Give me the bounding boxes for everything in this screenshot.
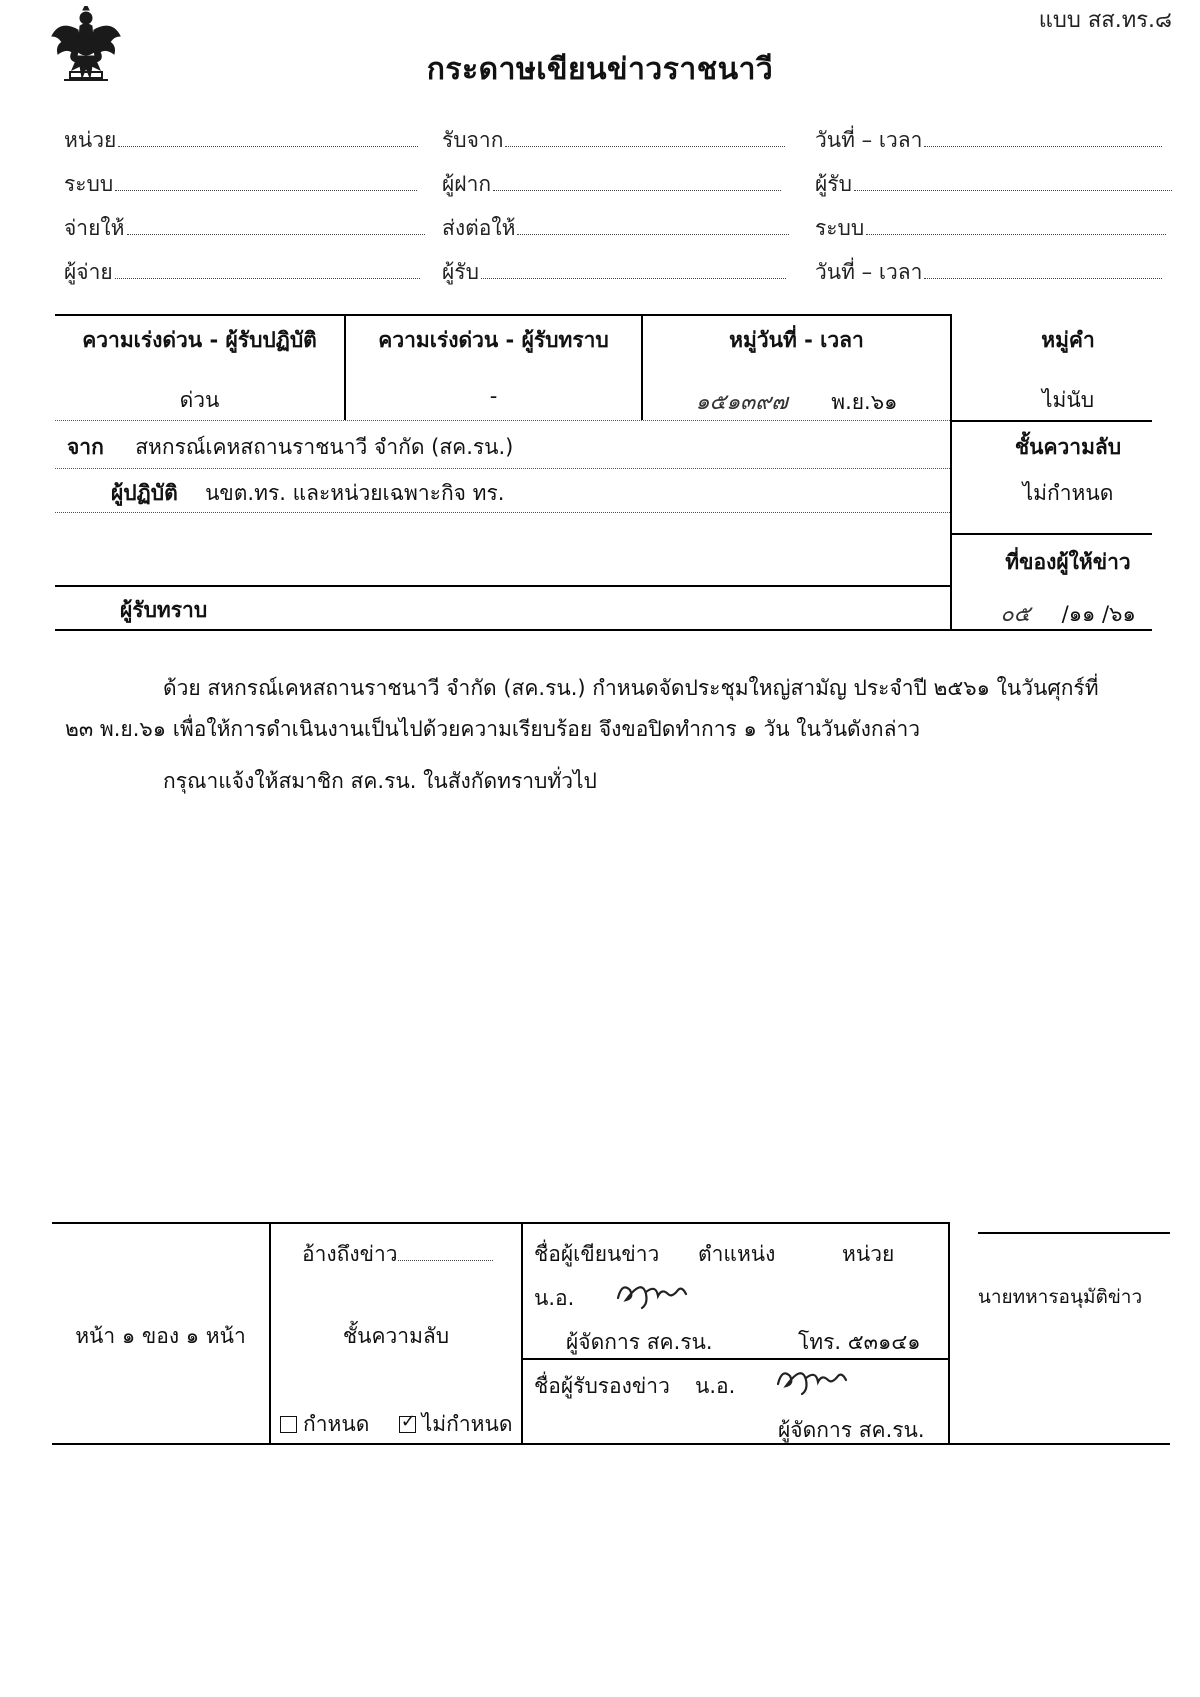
field-dispatcher-label: ผู้จ่าย	[64, 260, 113, 284]
table-rule	[952, 533, 1152, 535]
specified-checkbox[interactable]	[280, 1416, 297, 1433]
from-label: จาก	[67, 435, 104, 459]
table-dotted-rule	[55, 468, 950, 469]
classification-header: ชั้นความลับ	[1014, 435, 1122, 459]
form-code: แบบ สส.ทร.๘	[1038, 8, 1172, 33]
priority-info-value: -	[489, 384, 498, 408]
certifier-position: ผู้จัดการ สค.รน.	[778, 1418, 925, 1442]
field-receiver-2	[442, 256, 786, 289]
not-specified-checkbox[interactable]	[399, 1416, 416, 1433]
unit-label: หน่วย	[842, 1242, 895, 1266]
page-number: หน้า ๑ ของ ๑ หน้า	[75, 1324, 246, 1348]
priority-action-value: ด่วน	[179, 388, 220, 412]
dtg-day-time: ๑๕๑๓๙๗	[695, 390, 788, 415]
field-date-time-2	[815, 256, 1162, 289]
field-forward-to-label: ส่งต่อให้	[442, 216, 516, 240]
originator-number: ๐๕	[1000, 602, 1031, 627]
field-system-2	[815, 212, 1166, 245]
field-system-1	[64, 168, 417, 201]
table-divider	[950, 314, 952, 630]
group-count-value: ไม่นับ	[1041, 388, 1095, 412]
originator-number-value	[952, 596, 1184, 631]
field-dispatcher	[64, 256, 420, 289]
document-title: กระดาษเขียนข่าวราชนาวี	[426, 52, 774, 87]
from-value: สหกรณ์เคหสถานราชนาวี จำกัด (สค.รน.)	[135, 435, 514, 459]
classification-options	[280, 1408, 512, 1441]
field-dispatch-to	[64, 212, 425, 245]
specified-label: กำหนด	[303, 1412, 370, 1436]
certifier-signature-icon	[772, 1356, 852, 1402]
writer-rank: น.อ.	[534, 1286, 575, 1310]
field-depositor-label: ผู้ฝาก	[442, 172, 492, 196]
field-forward-to	[442, 212, 789, 245]
from-row	[67, 431, 513, 464]
phone: โทร. ๕๓๑๔๑	[798, 1330, 921, 1354]
footer-divider	[948, 1222, 950, 1443]
body-line-2: ๒๓ พ.ย.๖๑ เพื่อให้การดำเนินงานเป็นไปด้วยความเรียบร้อย จึงขอปิดทำการ ๑ วัน ในวันดังกล่าว	[65, 717, 921, 741]
writer-position: ผู้จัดการ สค.รน.	[566, 1330, 713, 1354]
field-received-from	[442, 124, 785, 157]
field-date-time-1	[815, 124, 1162, 157]
table-rule	[55, 585, 950, 587]
field-system-1-label: ระบบ	[64, 172, 114, 196]
action-addressee-row	[111, 477, 504, 510]
field-receiver-2-label: ผู้รับ	[442, 260, 479, 284]
field-dispatch-to-label: จ่ายให้	[64, 216, 125, 240]
certifier-label: ชื่อผู้รับรองข่าว	[534, 1374, 670, 1398]
footer-top-border	[52, 1222, 950, 1224]
originator-number-suffix: /๑๑ /๖๑	[1061, 602, 1136, 626]
originator-number-header: ที่ของผู้ให้ข่าว	[1005, 550, 1131, 574]
reference-field	[302, 1238, 493, 1271]
body-line-1: ด้วย สหกรณ์เคหสถานราชนาวี จำกัด (สค.รน.) กำหนดจัดประชุมใหญ่สามัญ ประจำปี ๒๕๖๑ ในวันศุกร์ที่	[163, 676, 1099, 700]
writer-name-label: ชื่อผู้เขียนข่าว	[534, 1242, 660, 1266]
field-unit	[64, 124, 418, 157]
field-unit-label: หน่วย	[64, 128, 117, 152]
table-rule	[952, 420, 1152, 422]
table-dotted-rule	[55, 512, 950, 513]
not-specified-label: ไม่กำหนด	[421, 1412, 513, 1436]
field-receiver-1	[815, 168, 1172, 201]
dtg-header: หมู่วันที่ - เวลา	[729, 328, 864, 352]
writer-signature-icon	[612, 1268, 692, 1314]
reference-label: อ้างถึงข่าว	[302, 1242, 398, 1266]
table-dotted-rule	[55, 420, 950, 421]
dtg-value	[643, 384, 950, 419]
classification-value: ไม่กำหนด	[1022, 481, 1114, 505]
footer-bottom-border	[52, 1443, 1170, 1445]
priority-info-header: ความเร่งด่วน - ผู้รับทราบ	[378, 328, 609, 352]
info-addressee-label: ผู้รับทราบ	[120, 598, 208, 622]
group-count-header: หมู่คำ	[1041, 328, 1095, 352]
certifier-rank: น.อ.	[695, 1374, 736, 1398]
field-date-time-1-label: วันที่ – เวลา	[815, 128, 923, 152]
approver-label: นายทหารอนุมัติข่าว	[977, 1286, 1143, 1308]
dtg-month-year: พ.ย.๖๑	[831, 390, 898, 414]
field-received-from-label: รับจาก	[442, 128, 504, 152]
field-receiver-1-label: ผู้รับ	[815, 172, 852, 196]
footer-divider	[521, 1222, 523, 1443]
action-addressee-value: นขต.ทร. และหน่วยเฉพาะกิจ ทร.	[205, 481, 505, 505]
priority-action-header: ความเร่งด่วน - ผู้รับปฏิบัติ	[82, 328, 317, 352]
footer-classification-label: ชั้นความลับ	[342, 1324, 450, 1348]
table-top-border	[55, 314, 952, 316]
body-line-3: กรุณาแจ้งให้สมาชิก สค.รน. ในสังกัดทราบทั่วไป	[163, 769, 597, 793]
field-depositor	[442, 168, 781, 201]
approver-top-border	[978, 1232, 1170, 1234]
field-system-2-label: ระบบ	[815, 216, 865, 240]
field-date-time-2-label: วันที่ – เวลา	[815, 260, 923, 284]
position-label: ตำแหน่ง	[698, 1242, 776, 1266]
action-addressee-label: ผู้ปฏิบัติ	[111, 481, 178, 505]
